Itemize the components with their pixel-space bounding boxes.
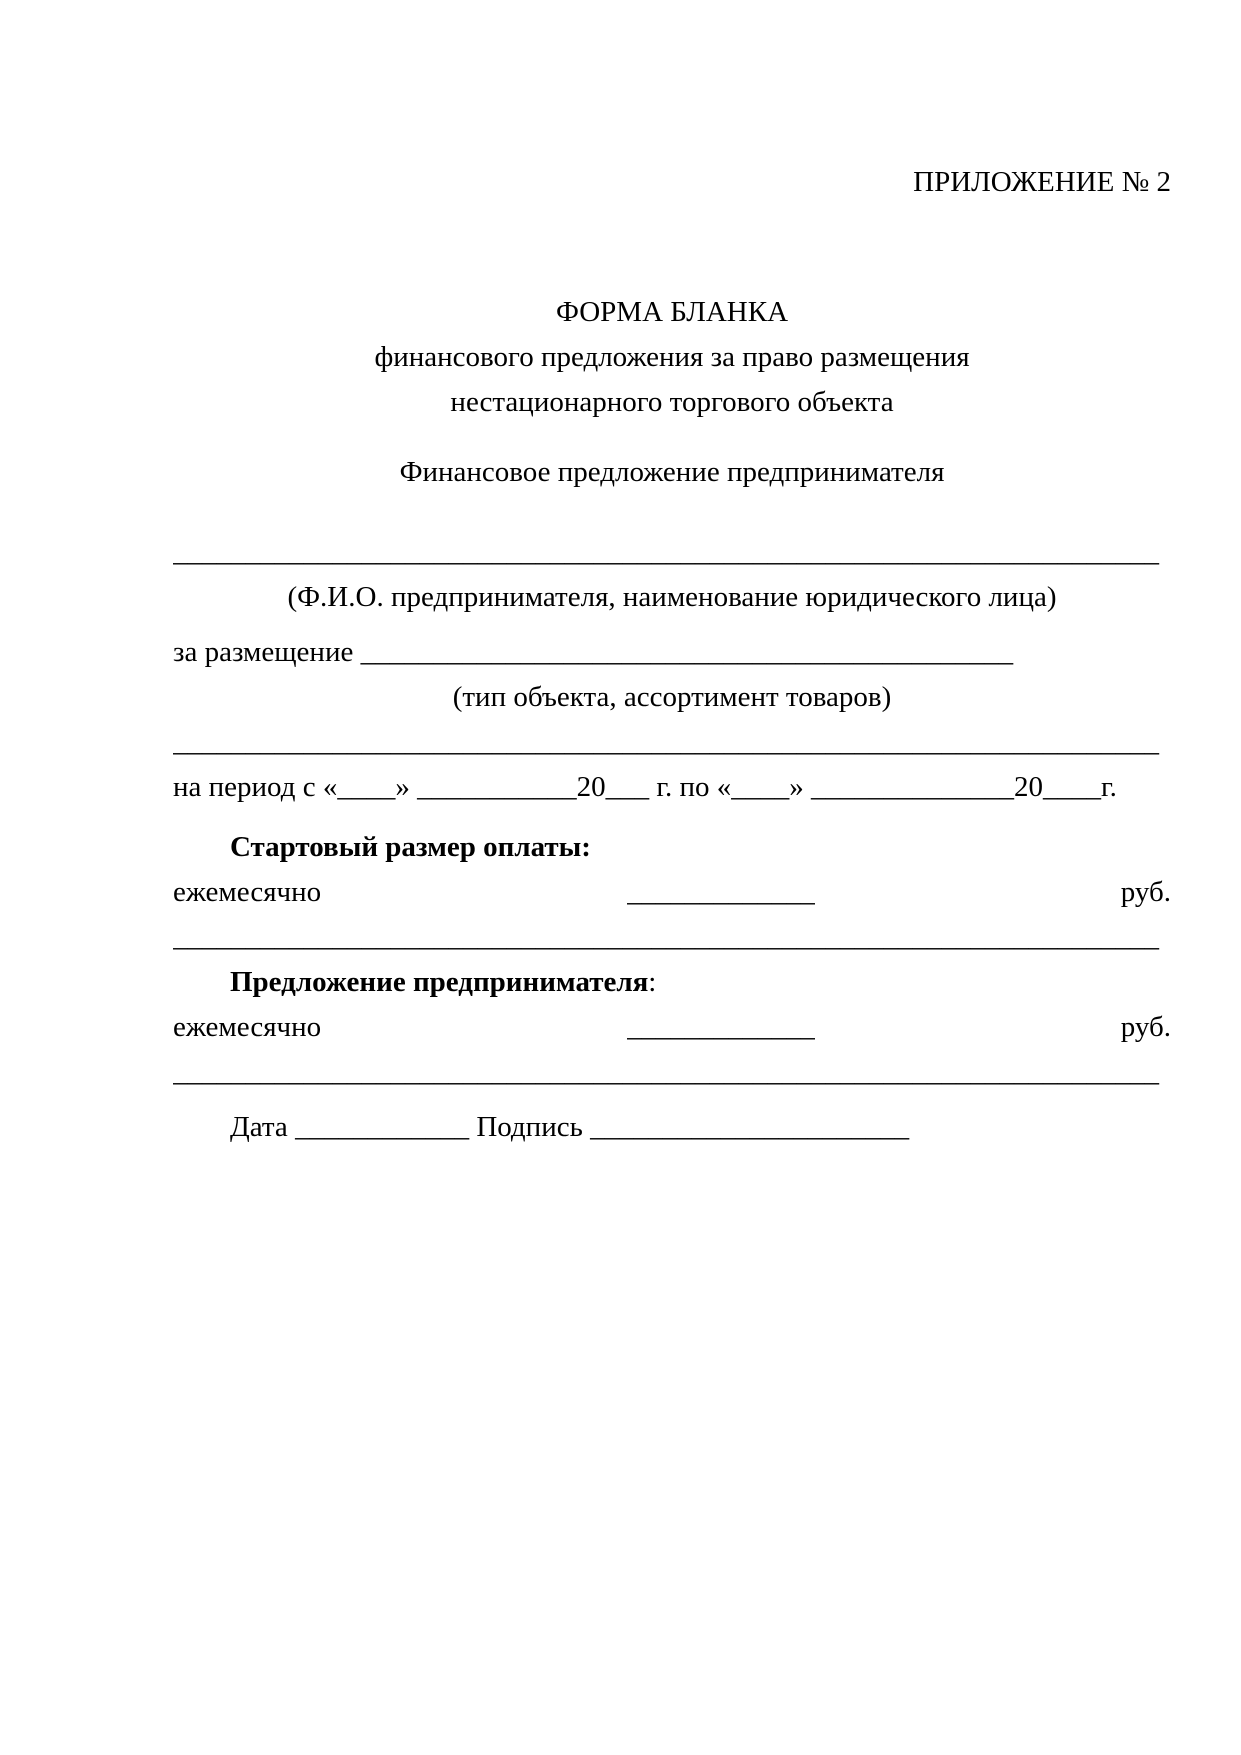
placement-blank-line[interactable]: _____________________________________________ [360, 636, 1014, 668]
proposal-colon: : [648, 966, 657, 998]
start-payment-heading: Стартовый размер оплаты: [230, 831, 591, 863]
section-divider-line-1[interactable]: ____________________________________________________________________ [173, 921, 1159, 953]
form-subtitle: Финансовое предложение предпринимателя [399, 456, 945, 488]
proposal-heading-row [173, 960, 1171, 1005]
period-row[interactable]: на период с «____» ___________20___ г. по «____» ______________20____г. [173, 771, 1117, 803]
form-title-line2: финансового предложения за право размещения [374, 341, 970, 373]
monthly-label: ежемесячно [173, 1011, 322, 1043]
section-divider-line-2[interactable]: ____________________________________________________________________ [173, 1056, 1159, 1088]
date-blank-line[interactable]: ____________ [295, 1111, 470, 1143]
currency-label: руб. [1120, 1011, 1171, 1043]
fio-caption: (Ф.И.О. предпринимателя, наименование юридического лица) [287, 581, 1057, 613]
placement-label: за размещение [173, 636, 354, 668]
placement-extra-blank-line[interactable]: ____________________________________________________________________ [173, 726, 1159, 758]
proposal-heading: Предложение предпринимателя [230, 966, 649, 998]
start-amount-blank-line[interactable]: _____________ [626, 876, 816, 908]
signature-row [173, 1105, 1171, 1150]
signature-blank-line[interactable]: ______________________ [590, 1111, 910, 1143]
currency-label: руб. [1120, 876, 1171, 908]
placement-row [173, 630, 1171, 675]
form-title-line1: ФОРМА БЛАНКА [555, 296, 789, 328]
fio-blank-line[interactable]: ____________________________________________________________________ [173, 536, 1159, 568]
start-payment-row [173, 870, 1171, 915]
proposal-payment-row [173, 1005, 1171, 1050]
object-type-caption: (тип объекта, ассортимент товаров) [452, 681, 892, 713]
form-title-line3: нестационарного торгового объекта [450, 386, 894, 418]
appendix-header: ПРИЛОЖЕНИЕ № 2 [913, 166, 1171, 198]
date-label: Дата [230, 1111, 288, 1143]
monthly-label: ежемесячно [173, 876, 322, 908]
proposal-amount-blank-line[interactable]: _____________ [626, 1011, 816, 1043]
signature-label: Подпись [476, 1111, 583, 1143]
